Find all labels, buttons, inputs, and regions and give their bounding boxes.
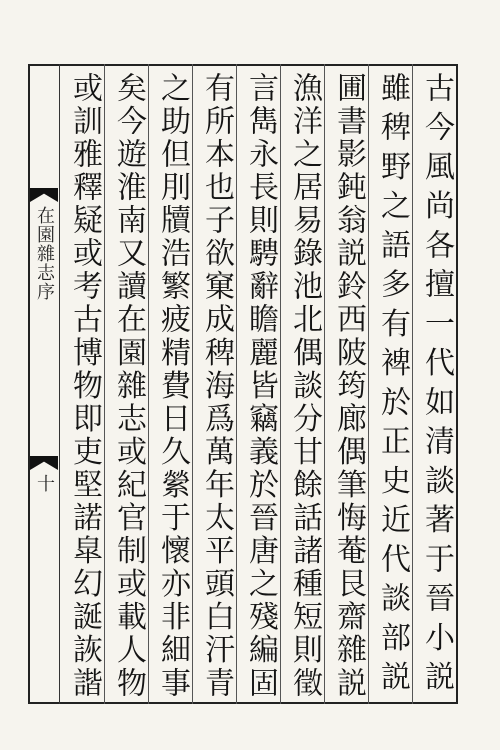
text-column-5: 言雋永長則騁辭瞻麗皆竊義於晉唐之殘編固 bbox=[243, 72, 278, 700]
text-column-7: 之助但刖牘浩繁疲精費日久縈于懷亦非細事 bbox=[155, 72, 190, 700]
text-column-1: 古今風尚各擅一代如清談著于晉小説 bbox=[419, 72, 454, 700]
banxin-column bbox=[28, 64, 60, 704]
column-rule bbox=[412, 64, 413, 704]
column-rule bbox=[192, 64, 193, 704]
text-column-6: 有所本也子欲窠成稗海爲萬年太平頭白汗青 bbox=[199, 72, 234, 700]
column-rule bbox=[104, 64, 105, 704]
text-column-4: 漁洋之居易錄池北偶談分甘餘話諸種短則徵 bbox=[287, 72, 322, 700]
banxin-title: 在園雜志序 bbox=[34, 206, 55, 301]
text-column-2: 雖稗野之語多有裨於正史近代談部説 bbox=[375, 72, 410, 700]
column-rule bbox=[324, 64, 325, 704]
column-rule bbox=[280, 64, 281, 704]
column-rule bbox=[236, 64, 237, 704]
column-rule bbox=[368, 64, 369, 704]
text-column-3: 圃書影鈍翁説鈴西陂筠廊偶筆悔菴艮齋雜説 bbox=[331, 72, 366, 700]
text-column-8: 矣今遊淮南又讀在園雜志或紀官制或載人物 bbox=[111, 72, 146, 700]
banxin-folio-number: 十 bbox=[34, 474, 55, 493]
column-rule bbox=[148, 64, 149, 704]
text-column-9: 或訓雅釋疑或考古博物即吏堅諾皐幻誕詼諧 bbox=[67, 72, 102, 700]
